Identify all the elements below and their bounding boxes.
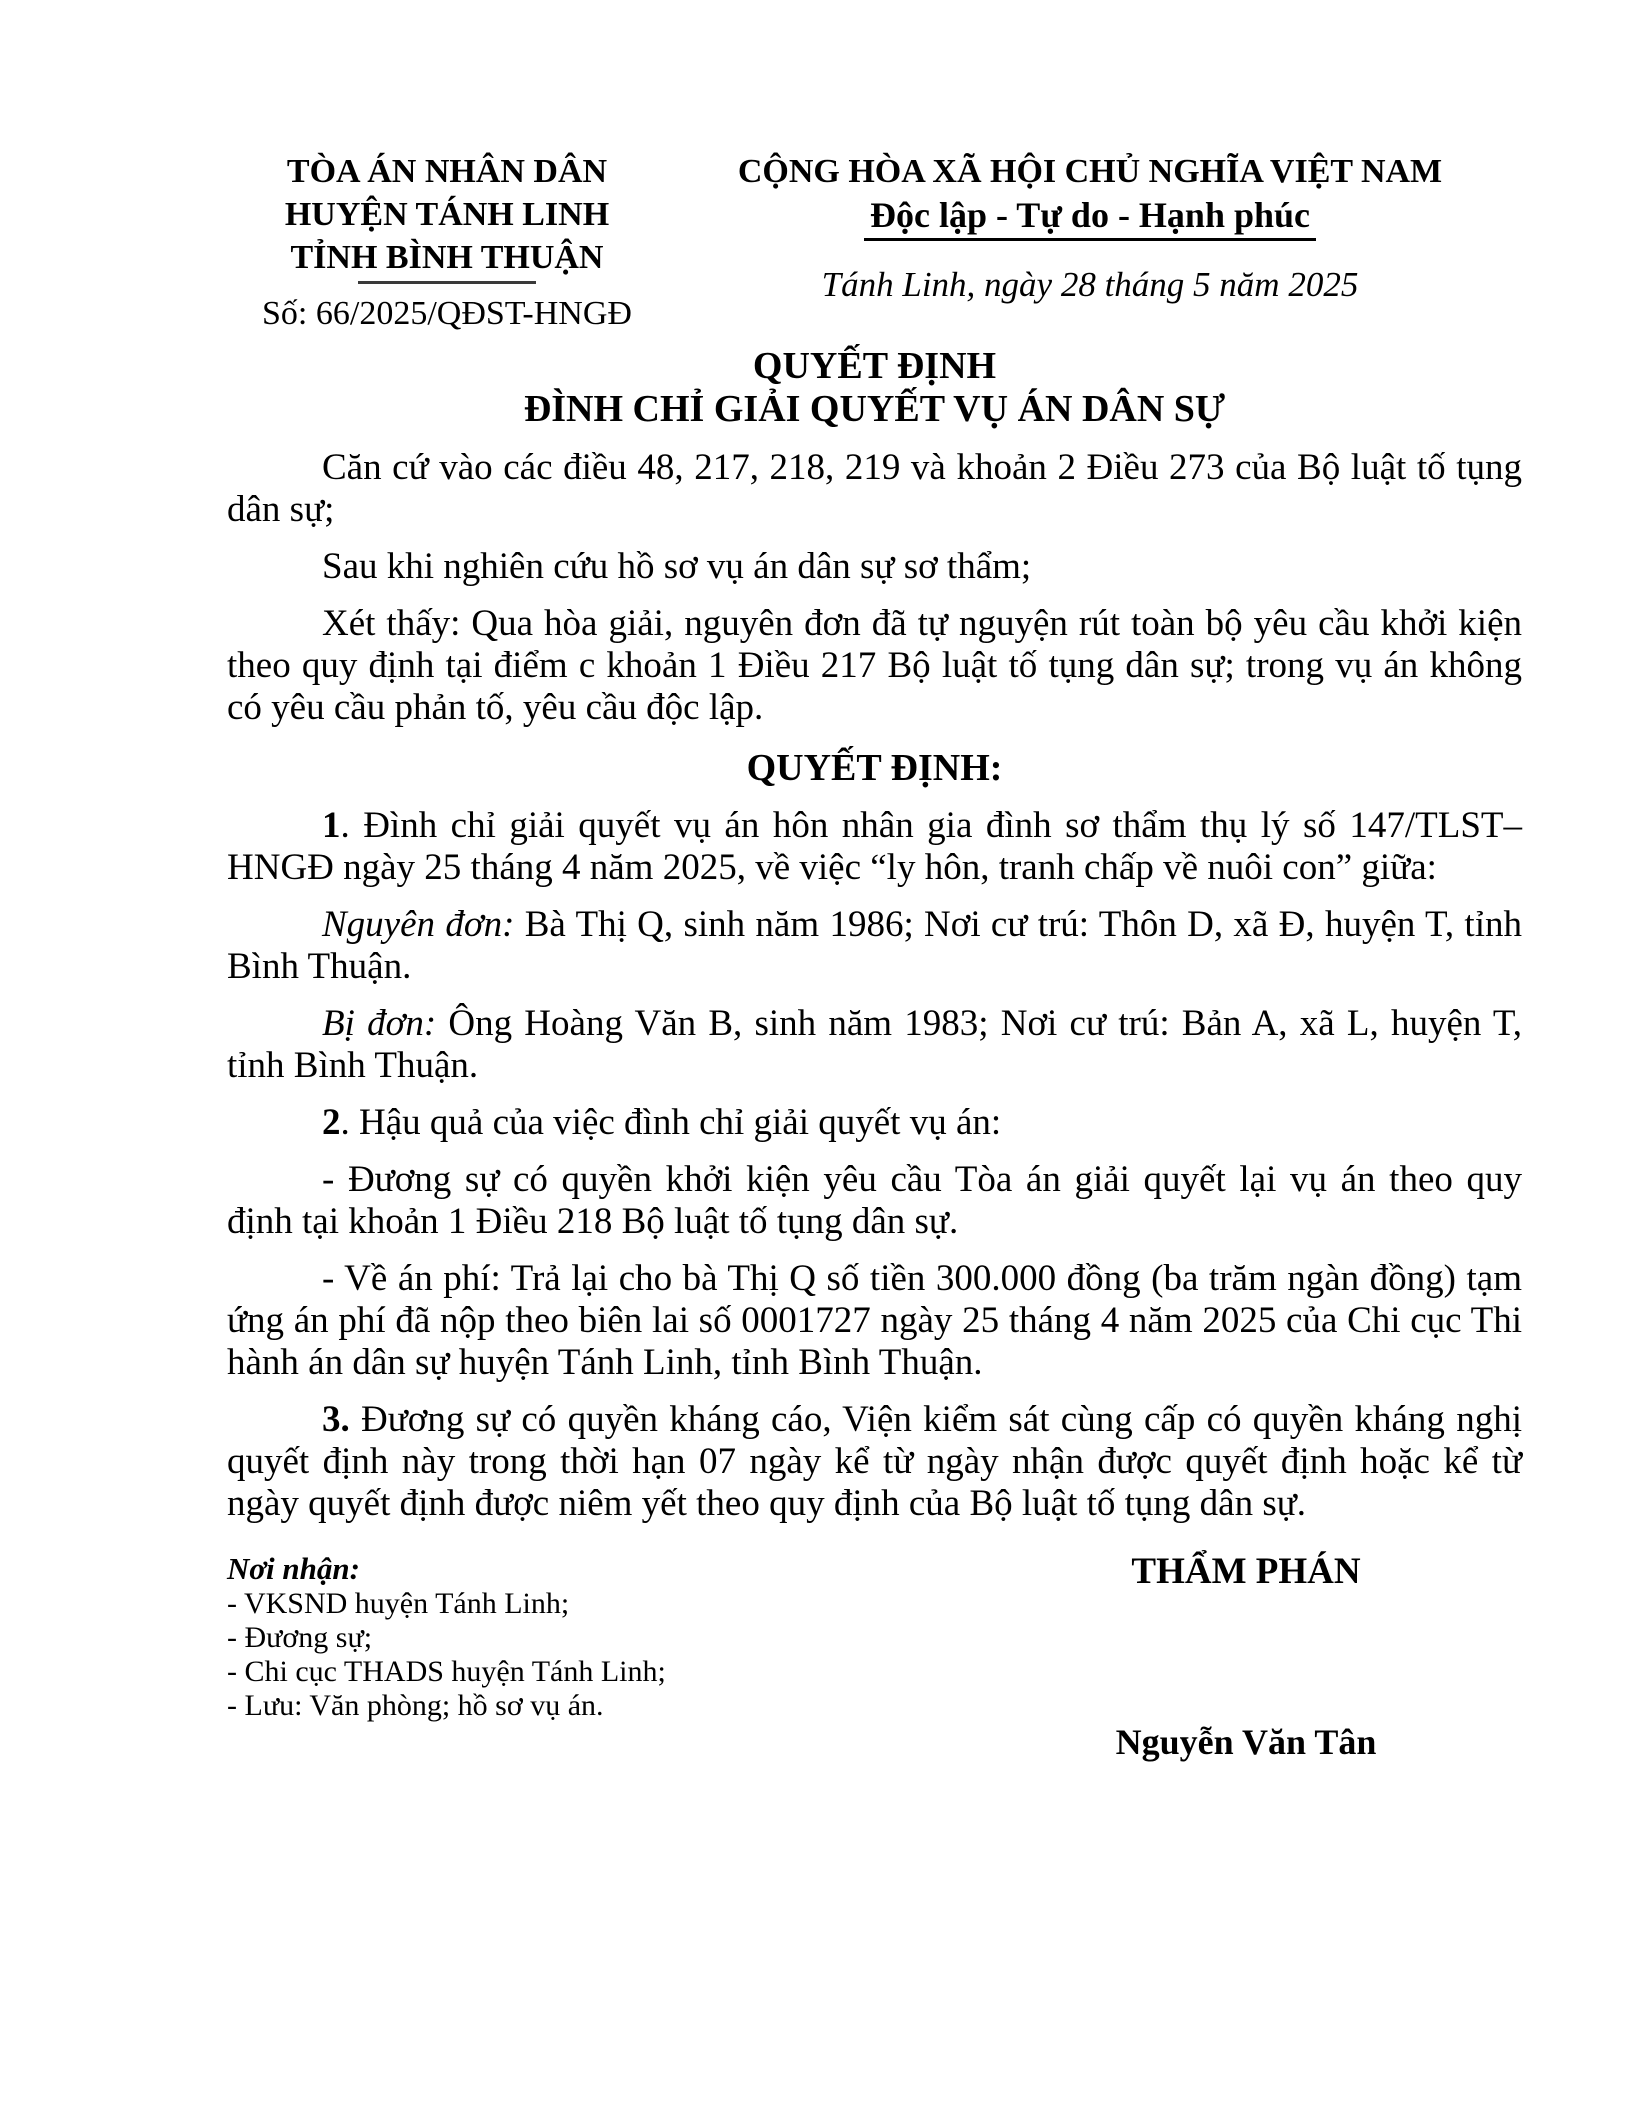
recipient-item-4: - Lưu: Văn phòng; hồ sơ vụ án. (227, 1689, 604, 1722)
item-1-number: 1 (322, 805, 341, 846)
defendant-label: Bị đơn: (322, 1003, 437, 1044)
preamble-paragraph-3: Xét thấy: Qua hòa giải, nguyên đơn đã tự nguyện rút toàn bộ yêu cầu khởi kiện theo quy định tại điểm c khoản 1 Điều 217 Bộ luật tố tụng dân sự; trong vụ án không có yêu cầu phản tố, yêu cầu độc lập. (227, 603, 1522, 728)
document-title (227, 345, 1522, 431)
national-motto: Độc lập - Tự do - Hạnh phúc (864, 193, 1316, 241)
decision-item-2 (227, 1102, 1522, 1144)
national-header-block (710, 150, 1470, 305)
consequence-bullet-1: - Đương sự có quyền khởi kiện yêu cầu Tòa án giải quyết lại vụ án theo quy định tại khoản 1 Điều 218 Bộ luật tố tụng dân sự. (227, 1159, 1522, 1242)
place-date-line: Tánh Linh, ngày 28 tháng 5 năm 2025 (821, 265, 1359, 304)
recipients-label: Nơi nhận: (227, 1551, 360, 1586)
document-number: Số: 66/2025/QĐST-HNGĐ (262, 295, 632, 332)
court-header-rule (358, 281, 536, 284)
item-2-text: . Hậu quả của việc đình chỉ giải quyết vụ án: (340, 1102, 1002, 1143)
document-footer (227, 1551, 1522, 1763)
title-line1: QUYẾT ĐỊNH (752, 345, 997, 387)
national-title: CỘNG HÒA XÃ HỘI CHỦ NGHĨA VIỆT NAM (737, 153, 1443, 190)
court-name-line3: TỈNH BÌNH THUẬN (290, 239, 604, 276)
item-1-text: . Đình chỉ giải quyết vụ án hôn nhân gia đình sơ thẩm thụ lý số 147/TLST–HNGĐ ngày 25 tháng 4 năm 2025, về việc “ly hôn, tranh chấp về nuôi con” giữa: (227, 805, 1522, 888)
court-header-block (227, 150, 667, 335)
preamble-paragraph-2: Sau khi nghiên cứu hồ sơ vụ án dân sự sơ thẩm; (322, 546, 1032, 587)
signature-block (1006, 1551, 1486, 1763)
defendant-text: Ông Hoàng Văn B, sinh năm 1983; Nơi cư trú: Bản A, xã L, huyện T, tỉnh Bình Thuận. (227, 1003, 1523, 1086)
decision-item-1 (227, 805, 1522, 889)
preamble-paragraph-1: Căn cứ vào các điều 48, 217, 218, 219 và khoản 2 Điều 273 của Bộ luật tố tụng dân sự; (227, 447, 1522, 530)
item-3-number: 3. (322, 1399, 350, 1440)
defendant-paragraph (227, 1003, 1522, 1087)
recipient-item-2: - Đương sự; (227, 1621, 373, 1654)
judge-title: THẨM PHÁN (1131, 1551, 1361, 1592)
court-name-line2: HUYỆN TÁNH LINH (284, 196, 610, 233)
title-line2: ĐÌNH CHỈ GIẢI QUYẾT VỤ ÁN DÂN SỰ (523, 388, 1226, 430)
item-3-text: Đương sự có quyền kháng cáo, Viện kiểm sát cùng cấp có quyền kháng nghị quyết định này trong thời hạn 07 ngày kể từ ngày nhận được quyết định hoặc kể từ ngày quyết định được niêm yết theo quy định của Bộ luật tố tụng dân sự. (227, 1399, 1522, 1524)
recipient-item-1: - VKSND huyện Tánh Linh; (227, 1587, 570, 1620)
document-body (227, 447, 1522, 1525)
plaintiff-label: Nguyên đơn: (322, 904, 515, 945)
judge-name: Nguyễn Văn Tân (1115, 1722, 1377, 1762)
consequence-bullet-2: - Về án phí: Trả lại cho bà Thị Q số tiền 300.000 đồng (ba trăm ngàn đồng) tạm ứng án phí đã nộp theo biên lai số 0001727 ngày 25 tháng 4 năm 2025 của Chi cục Thi hành án dân sự huyện Tánh Linh, tỉnh Bình Thuận. (227, 1258, 1522, 1383)
court-name-line1: TÒA ÁN NHÂN DÂN (286, 153, 608, 190)
decision-section-heading: QUYẾT ĐỊNH: (746, 747, 1003, 789)
recipient-item-3: - Chi cục THADS huyện Tánh Linh; (227, 1655, 666, 1688)
recipients-block (227, 1551, 1006, 1723)
plaintiff-paragraph (227, 904, 1522, 988)
plaintiff-text: Bà Thị Q, sinh năm 1986; Nơi cư trú: Thôn D, xã Đ, huyện T, tỉnh Bình Thuận. (227, 904, 1522, 987)
item-2-number: 2 (322, 1102, 341, 1143)
document-header (227, 150, 1522, 335)
decision-item-3 (227, 1399, 1522, 1525)
